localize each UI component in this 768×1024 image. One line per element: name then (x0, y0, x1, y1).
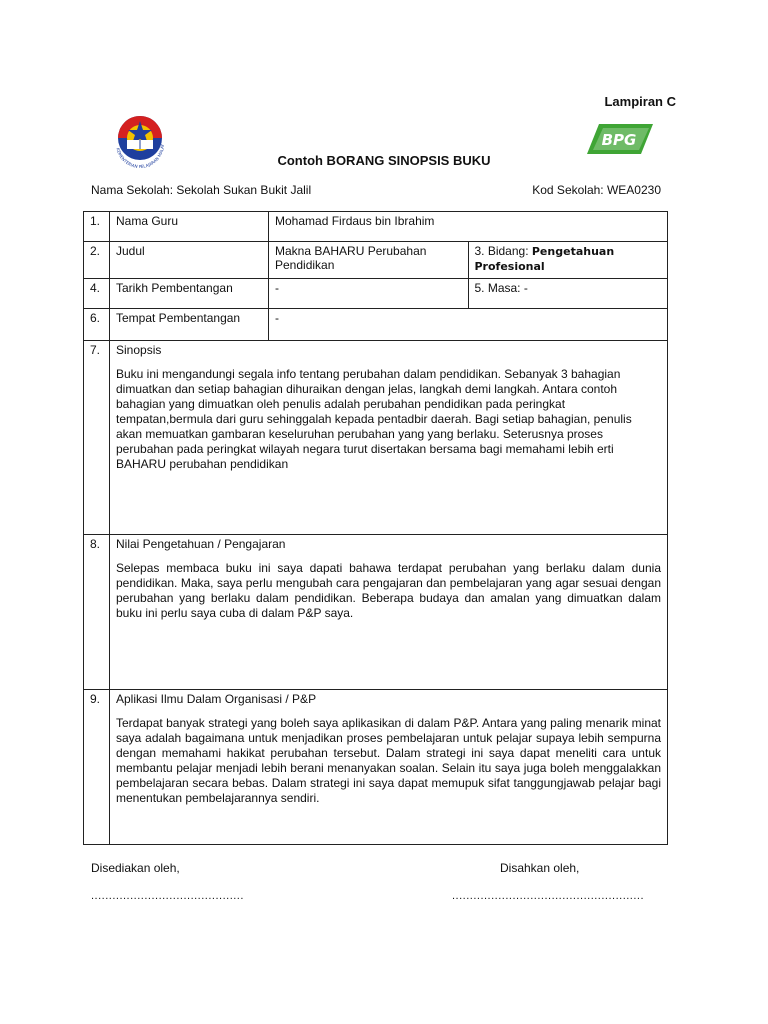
row-label: Tempat Pembentangan (110, 309, 269, 341)
date-value: - (269, 279, 469, 309)
teacher-name-value: Mohamad Firdaus bin Ibrahim (269, 212, 668, 242)
synopsis-cell (110, 341, 668, 535)
row-number: 1. (84, 212, 110, 242)
prepared-by-label: Disediakan oleh, (91, 861, 180, 875)
value-text: Selepas membaca buku ini saya dapati bahawa terdapat perubahan yang berlaku dalam dunia pendidikan. Maka, saya perlu mengubah cara pengajaran dan pembelajaran yang agar sesuai dengan perubahan yang berlaku dalam pendidikan. Beberapa budaya dan amalan yang dimuatkan dalam buku ini perlu saya cuba di dalam P&P saya. (116, 561, 661, 620)
form-row-teacher (84, 212, 668, 242)
field-value (468, 242, 668, 279)
form-row-synopsis (84, 341, 668, 535)
row-number: 4. (84, 279, 110, 309)
value-cell (110, 535, 668, 690)
venue-value: - (269, 309, 668, 341)
application-cell (110, 690, 668, 845)
book-title-value: Makna BAHARU Perubahan Pendidikan (269, 242, 469, 279)
form-row-value (84, 535, 668, 690)
row-label: Tarikh Pembentangan (110, 279, 269, 309)
row-number: 9. (84, 690, 110, 845)
row-number: 2. (84, 242, 110, 279)
synopsis-text: Buku ini mengandungi segala info tentang perubahan dalam pendidikan. Sebanyak 3 bahagian dimuatkan dan setiap bahagian dihuraikan dengan jelas, langkah demi langkah. Antara contoh bahagian yang dimuatkan oleh penulis adalah perubahan pendidikan pada peringkat tempatan,bermula dari guru sehinggalah kepada pentadbir daerah. Bagi setiap bahagian, penulis akan memuatkan gambaran keseluruhan perubahan yang yang berlaku. Seterusnya proses perubahan pada peringkat wilayah negara turut disertakan bersama bagi memahami lebih erti BAHARU perubahan pendidikan (116, 367, 632, 471)
row-label: Judul (110, 242, 269, 279)
section-heading: Nilai Pengetahuan / Pengajaran (116, 537, 286, 551)
svg-text:BPG: BPG (601, 131, 637, 149)
school-code: Kod Sekolah: WEA0230 (532, 183, 661, 197)
field-value-bold: Pengetahuan Profesional (474, 245, 615, 273)
time-value: 5. Masa: - (468, 279, 668, 309)
field-label: 3. Bidang: (474, 244, 532, 258)
section-heading: Aplikasi Ilmu Dalam Organisasi / P&P (116, 692, 317, 706)
svg-text:KEMENTERIAN PELAJARAN MALAYSIA: KEMENTERIAN PELAJARAN MALAY (115, 143, 166, 170)
signature-line-right: ...................................................... (452, 890, 645, 902)
application-text: Terdapat banyak strategi yang boleh saya aplikasikan di dalam P&P. Antara yang paling menarik minat saya adalah bagaimana untuk menjadikan proses pembelajaran untuk pelajar supaya lebih sempurna dengan memahami hakikat perubahan tersebut. Dalam strategi ini saya dapat meneliti cara untuk membantu pelajar menjadi lebih berani menanyakan soalan. Selain itu saya juga boleh menggalakkan pembelajaran secara bebas. Dalam strategi ini saya dapat memupuk sifat tanggungjawab pelajar bagi menentukan pembelajarannya sendiri. (116, 716, 661, 805)
row-label: Nama Guru (110, 212, 269, 242)
row-number: 8. (84, 535, 110, 690)
section-heading: Sinopsis (116, 343, 162, 357)
form-row-title (84, 242, 668, 279)
form-row-date (84, 279, 668, 309)
signature-line-left: ........................................... (91, 890, 244, 902)
school-name: Nama Sekolah: Sekolah Sukan Bukit Jalil (91, 183, 312, 197)
form-row-application (84, 690, 668, 845)
row-number: 6. (84, 309, 110, 341)
page-title: Contoh BORANG SINOPSIS BUKU (277, 153, 491, 168)
form-row-venue (84, 309, 668, 341)
row-number: 7. (84, 341, 110, 535)
appendix-label: Lampiran C (604, 94, 676, 109)
approved-by-label: Disahkan oleh, (500, 861, 580, 875)
synopsis-form (83, 211, 668, 845)
